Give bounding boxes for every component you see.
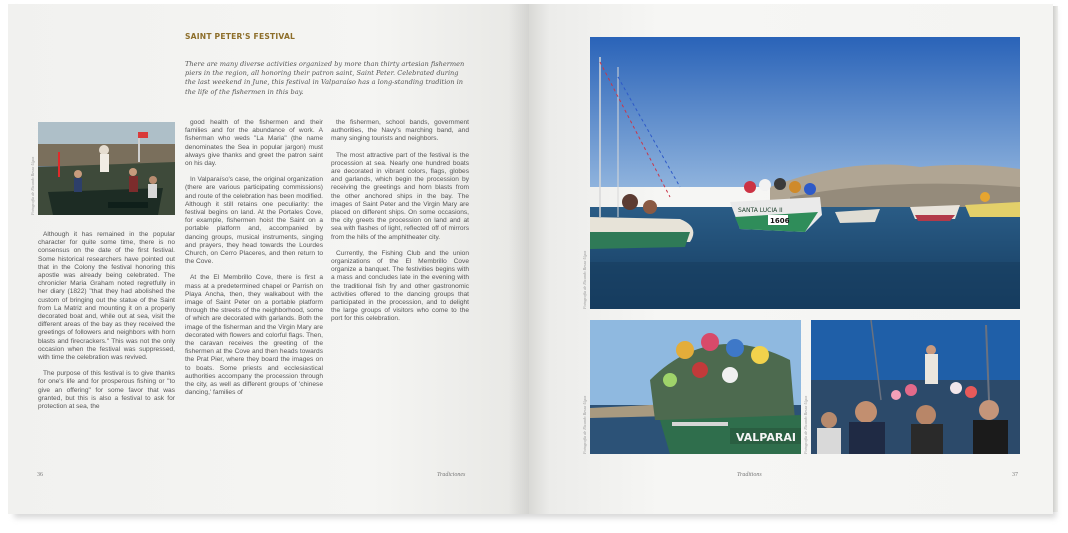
procession-photo-small — [38, 122, 175, 215]
paragraph: At the El Membrillo Cove, there is first a mass at a predetermined chapel or Parrish on Playa Ancha, then, they walkabout with the image of Saint Peter on a portable platform through the streets of the neighborhood, some of which are decorated with garlands. Both the image of the fisherman and the Virgin Mary are decorated with flowers and colorful flags. Then, the caravan receives the greeting of the fishermen at the Cove and then heads towards the Prat Pier, where they board the images on to boats. Some priests and ecclesiastical authorities accompany the procession through the city, as well as different groups of 'chinese dancing,' families of — [185, 274, 323, 397]
photo-credit-right-2: Fotografía de Ricardo Bessa Ugaz — [582, 395, 587, 454]
text-column-3 — [331, 119, 469, 332]
boat-name: VALPARAI — [736, 431, 796, 444]
paragraph: Currently, the Fishing Club and the union organizations of the El Membrillo Cove organize a banquet. The festivities begins with a mass and concludes late in the evening with the traditional fish fry and other gastronomic activities offered to the dancing groups that participated in the procession, and to delight the large groups of visitors who come to the port for this celebration. — [331, 249, 469, 323]
boat-number: 1606 — [770, 217, 790, 225]
page-number-right: 37 — [1012, 472, 1018, 478]
text-column-1 — [38, 231, 175, 419]
boat-small-name: SANTA LUCIA II — [738, 207, 783, 214]
running-head-right: Traditions — [737, 472, 762, 478]
text-column-2 — [185, 119, 323, 406]
paragraph: good health of the fishermen and their families and for the abundance of work. A fisherman who weds "La Maria" (the name denominates the Sea in popular jargon) must always give thanks and greet the patron saint on his day. — [185, 119, 323, 168]
photo-credit-right-3: Fotografía de Ricardo Bessa Ugaz — [803, 395, 808, 454]
page-edge — [1053, 6, 1058, 512]
boats-procession-photo — [590, 37, 1020, 309]
decorated-boat-photo — [590, 320, 801, 454]
fishermen-carrying-saint-photo — [811, 320, 1020, 454]
running-head-left: Tradiciones — [437, 472, 466, 478]
photo-credit-right-1: Fotografía de Ricardo Bessa Ugaz — [582, 250, 587, 309]
article-title: SAINT PETER'S FESTIVAL — [185, 32, 296, 41]
paragraph: In Valparaíso's case, the original organization (there are various participating commissions) and route of the celebration has been modified. Although it still retains one peculiarity: the festival begins on land. At the Portales Cove, for example, fishermen hoist the Saint on a portable platform and, accompanied by dancing groups, musical instruments, singing and prayers, they head towards the Lourdes Church, on Cerro Placeres, and then return to the Cove. — [185, 176, 323, 266]
article-intro: There are many diverse activities organized by more than thirty artesian fishermen piers in the region, all honoring their patron saint, Saint Peter. Celebrated during the last weekend in June, this festival in Valparaíso has a long-standing tradition in the life of the fishermen in this bay. — [185, 60, 465, 96]
paragraph: The most attractive part of the festival is the procession at sea. Nearly one hundred boats are decorated in vibrant colors, flags, globes and garlands, which begin the procession by receiving the greetings and horn blasts from the other anchored ships in the bay. The images of Saint Peter and the Virgin Mary are placed on different ships. On some occasions, the city greets the procession on land and at sea with flashes of light, reflected off of mirrors from the hills of the amphitheater city. — [331, 151, 469, 241]
paragraph: Although it has remained in the popular character for quite some time, there is no consensus on the date of the first festival. Some historical researchers have pointed out that in the Colony the festival honoring this apostle was already being celebrated. The chronicler Maria Graham noted regretfully in her diary (1822) "that they had abolished the custom of bringing out the statue of the Saint from La Matriz and mounting it on a properly decorated boat and, while out at sea, visit the different areas of the bay as they received the greetings of followers and neighbors with horn blasts and firecrackers." This was not the only occasion when the festival was suppressed, with time the celebration was revived. — [38, 231, 175, 362]
photo-credit: Fotografía de Ricardo Bessa Ugaz — [30, 156, 35, 215]
paragraph: The purpose of this festival is to give thanks for one's life and for prosperous fishing or "to give an offering" for some favor that was granted, but this is also a festival to ask for protection at sea, the — [38, 370, 175, 411]
paragraph: the fishermen, school bands, government authorities, the Navy's marching band, and many singing tourists and neighbors. — [331, 119, 469, 143]
page-number-left: 36 — [37, 472, 43, 478]
